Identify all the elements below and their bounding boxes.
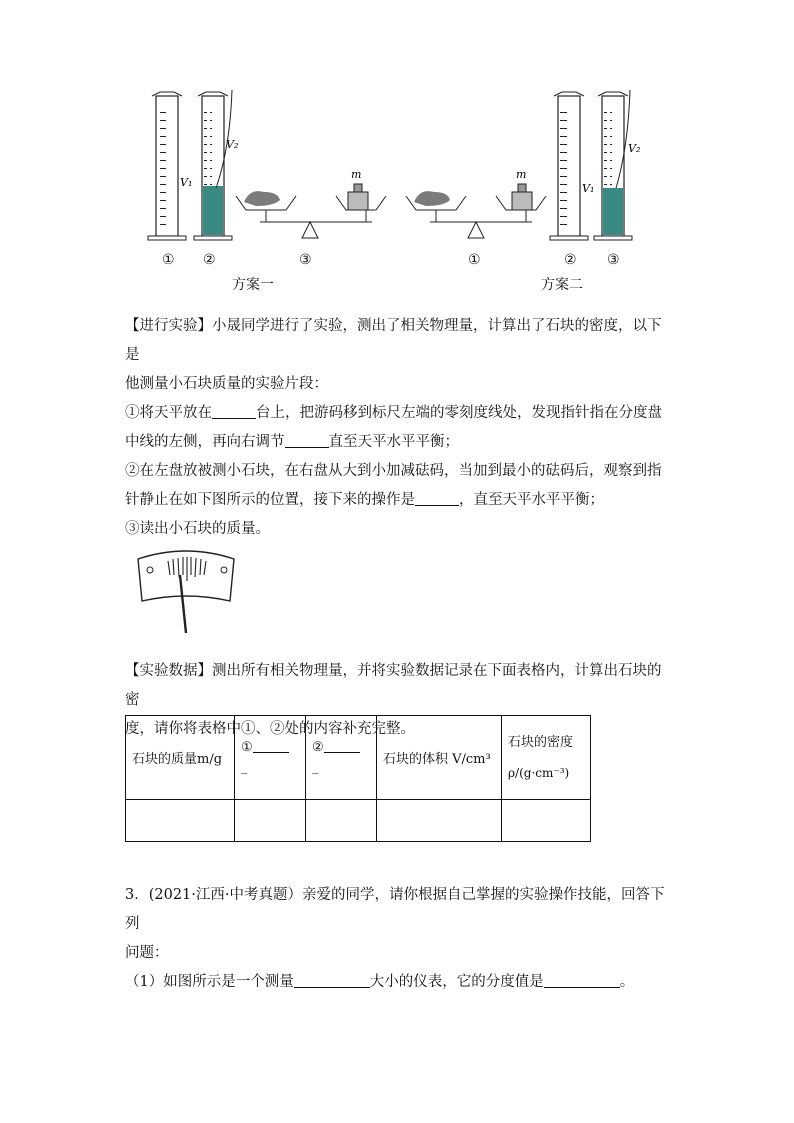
step1-line1 <box>125 399 670 428</box>
step1-c: 中线的左侧，再向右调节 <box>125 434 285 450</box>
v2-label: V₂ <box>226 138 239 151</box>
q3-a: （1）如图所示是一个测量 <box>125 974 294 990</box>
step2-line2 <box>125 486 670 515</box>
question-3 <box>125 881 670 997</box>
caption-plan-2: 方案二 <box>541 277 583 293</box>
step2-b: 针静止在如下图所示的位置，接下来的操作是 <box>125 492 415 508</box>
label-right-3: ③ <box>607 252 620 268</box>
label-left-3: ③ <box>299 252 312 268</box>
th-density-label: 石块的密度 <box>508 734 574 750</box>
para2-line2: 度，请你将表格中①、②处的内容补充完整。 <box>125 721 415 737</box>
step1-a: ①将天平放在 <box>125 405 212 421</box>
experiment-figure <box>140 88 660 268</box>
para2-line1: 【实验数据】测出所有相关物理量，并将实验数据记录在下面表格内，计算出石块的密 <box>125 663 662 708</box>
cell-mass[interactable] <box>126 800 235 842</box>
label-right-1: ① <box>468 252 481 268</box>
cylinder-1-left <box>148 92 186 240</box>
data-table <box>125 715 591 842</box>
table-row <box>126 800 591 842</box>
experiment-text <box>125 312 670 544</box>
th-volume: 石块的体积 V/cm³ <box>377 716 502 800</box>
cell-blank-1[interactable] <box>235 800 306 842</box>
th-blank-1-num: ① <box>241 739 253 755</box>
q3-line2: 问题： <box>125 945 169 961</box>
th-mass: 石块的质量m/g <box>126 716 235 800</box>
step2-line1: ②在左盘放被测小石块，在右盘从大到小加减砝码，当加到最小的砝码后，观察到指 <box>125 463 662 479</box>
v2-label-right: V₂ <box>628 142 641 155</box>
q3-line3 <box>125 968 670 997</box>
step3-line: ③读出小石块的质量。 <box>125 521 270 537</box>
step1-b: 台上，把游码移到标尺左端的零刻度线处，发现指针指在分度盘 <box>256 405 662 421</box>
label-left-2: ② <box>203 252 216 268</box>
q3-c: 。 <box>619 974 635 990</box>
th-density-unit: ρ/(g·cm⁻³) <box>508 765 570 780</box>
step1-d: 直至天平水平平衡； <box>328 434 459 450</box>
cell-volume[interactable] <box>377 800 502 842</box>
th-blank-1-tail: _ <box>241 759 248 775</box>
balance-dial-figure <box>134 545 244 637</box>
q3-line1: 3．(2021·江西·中考真题）亲爱的同学，请你根据自己掌握的实验操作技能，回答下列 <box>125 887 665 932</box>
th-blank-1[interactable] <box>235 716 306 800</box>
mass-label-left: m <box>351 168 362 181</box>
v1-label-right: V₁ <box>582 182 595 195</box>
cell-blank-2[interactable] <box>306 800 377 842</box>
label-right-2: ② <box>564 252 577 268</box>
mass-label-right: m <box>516 168 527 181</box>
step1-line2 <box>125 428 670 457</box>
q3-b: 大小的仪表，它的分度值是 <box>369 974 544 990</box>
cylinder-3-right <box>594 90 632 240</box>
th-blank-2-tail: _ <box>312 759 319 775</box>
blank-division[interactable] <box>544 973 620 989</box>
para1-line2: 他测量小石块质量的实验片段： <box>125 376 328 392</box>
balance-right <box>406 184 546 238</box>
cell-density[interactable] <box>502 800 591 842</box>
blank-quantity[interactable] <box>294 973 370 989</box>
blank-operation[interactable] <box>415 491 459 507</box>
cylinder-2-left <box>194 90 232 240</box>
th-blank-2-num: ② <box>312 739 324 755</box>
th-density <box>502 716 591 800</box>
table-header-row <box>126 716 591 800</box>
th-blank-2[interactable] <box>306 716 377 800</box>
para1-line1: 【进行实验】小晟同学进行了实验，测出了相关物理量，计算出了石块的密度，以下是 <box>125 318 662 363</box>
caption-plan-1: 方案一 <box>232 277 274 293</box>
balance-left <box>236 184 386 238</box>
step2-c: ，直至天平水平平衡； <box>459 492 604 508</box>
blank-surface[interactable] <box>212 404 256 420</box>
blank-adjust[interactable] <box>285 433 329 449</box>
label-left-1: ① <box>162 252 175 268</box>
cylinder-2-right <box>550 92 588 240</box>
v1-label: V₁ <box>180 176 193 189</box>
